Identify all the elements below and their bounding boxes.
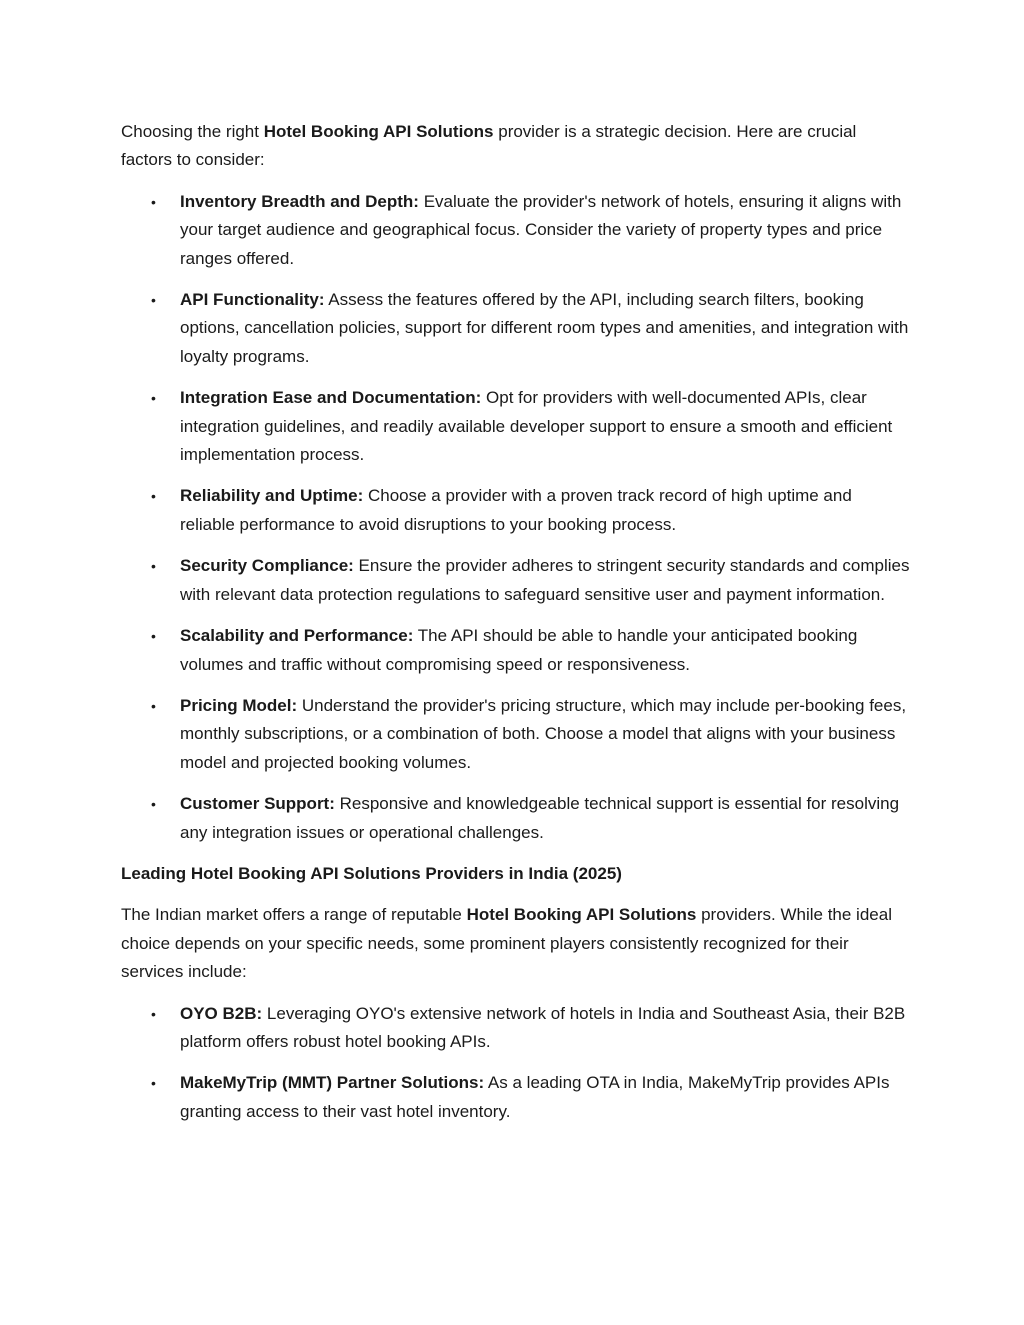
document-page xyxy=(121,118,911,1139)
intro-text-before: Choosing the right xyxy=(121,122,264,141)
market-text-after: providers. While the ideal choice depends on your specific needs, some prominent players consistently recognized for their services include: xyxy=(121,905,892,982)
factor-title: Pricing Model: xyxy=(180,695,298,715)
bullet-icon: • xyxy=(151,292,156,309)
market-bold-term: Hotel Booking API Solutions xyxy=(466,905,697,925)
list-item xyxy=(121,552,911,609)
list-item xyxy=(121,692,911,777)
intro-bold-term: Hotel Booking API Solutions xyxy=(263,122,494,141)
section-heading: Leading Hotel Booking API Solutions Providers in India (2025) xyxy=(121,863,622,883)
provider-title: MakeMyTrip (MMT) Partner Solutions: xyxy=(180,1073,485,1093)
list-item xyxy=(121,286,911,371)
factor-title: Security Compliance: xyxy=(180,556,354,576)
factor-title: Scalability and Performance: xyxy=(180,626,414,646)
factor-text: Ensure the provider adheres to stringent security standards and complies with relevant data protection regulations to safeguard sensitive user and payment information. xyxy=(180,556,910,604)
bullet-icon: • xyxy=(151,488,156,505)
factor-title: Inventory Breadth and Depth: xyxy=(180,191,419,211)
list-item xyxy=(121,1069,911,1126)
providers-list xyxy=(121,1000,911,1127)
list-item xyxy=(121,384,911,469)
bullet-icon: • xyxy=(151,558,156,575)
bullet-icon: • xyxy=(151,1005,156,1022)
bullet-icon: • xyxy=(151,193,156,210)
bullet-icon: • xyxy=(151,697,156,714)
market-text-before: The Indian market offers a range of reputable xyxy=(121,905,467,925)
bullet-icon: • xyxy=(151,1075,156,1092)
factor-title: Reliability and Uptime: xyxy=(180,486,364,506)
bullet-icon: • xyxy=(151,628,156,645)
factor-text: Choose a provider with a proven track record of high uptime and reliable performance to avoid disruptions to your booking process. xyxy=(180,486,852,534)
provider-text: Leveraging OYO's extensive network of hotels in India and Southeast Asia, their B2B platform offers robust hotel booking APIs. xyxy=(180,1003,906,1051)
bullet-icon: • xyxy=(151,390,156,407)
factor-text: Opt for providers with well-documented APIs, clear integration guidelines, and readily available developer support to ensure a smooth and efficient implementation process. xyxy=(180,388,893,465)
list-item xyxy=(121,790,911,847)
provider-text: As a leading OTA in India, MakeMyTrip provides APIs granting access to their vast hotel inventory. xyxy=(180,1073,890,1121)
factor-title: Integration Ease and Documentation: xyxy=(180,388,482,408)
provider-title: OYO B2B: xyxy=(180,1003,263,1023)
factors-list xyxy=(121,188,911,847)
bullet-icon: • xyxy=(151,796,156,813)
factor-text: The API should be able to handle your anticipated booking volumes and traffic without compromising speed or responsiveness. xyxy=(180,626,858,674)
factor-text: Assess the features offered by the API, including search filters, booking options, cancellation policies, support for different room types and amenities, and integration with loyalty programs. xyxy=(180,290,909,366)
factor-text: Understand the provider's pricing structure, which may include per-booking fees, monthly subscriptions, or a combination of both. Choose a model that aligns with your business model and projected booking volumes. xyxy=(180,695,907,772)
factor-title: Customer Support: xyxy=(180,794,335,814)
factor-text: Evaluate the provider's network of hotels, ensuring it aligns with your target audience and geographical focus. Consider the variety of property types and price ranges offered. xyxy=(180,191,902,268)
list-item xyxy=(121,622,911,679)
list-item xyxy=(121,188,911,273)
list-item xyxy=(121,482,911,539)
factor-text: Responsive and knowledgeable technical support is essential for resolving any integration issues or operational challenges. xyxy=(180,794,900,842)
list-item xyxy=(121,1000,911,1057)
factor-title: API Functionality: xyxy=(180,290,325,310)
intro-paragraph xyxy=(121,118,911,175)
intro-text-after: provider is a strategic decision. Here are crucial factors to consider: xyxy=(121,122,857,170)
market-paragraph xyxy=(121,901,911,986)
